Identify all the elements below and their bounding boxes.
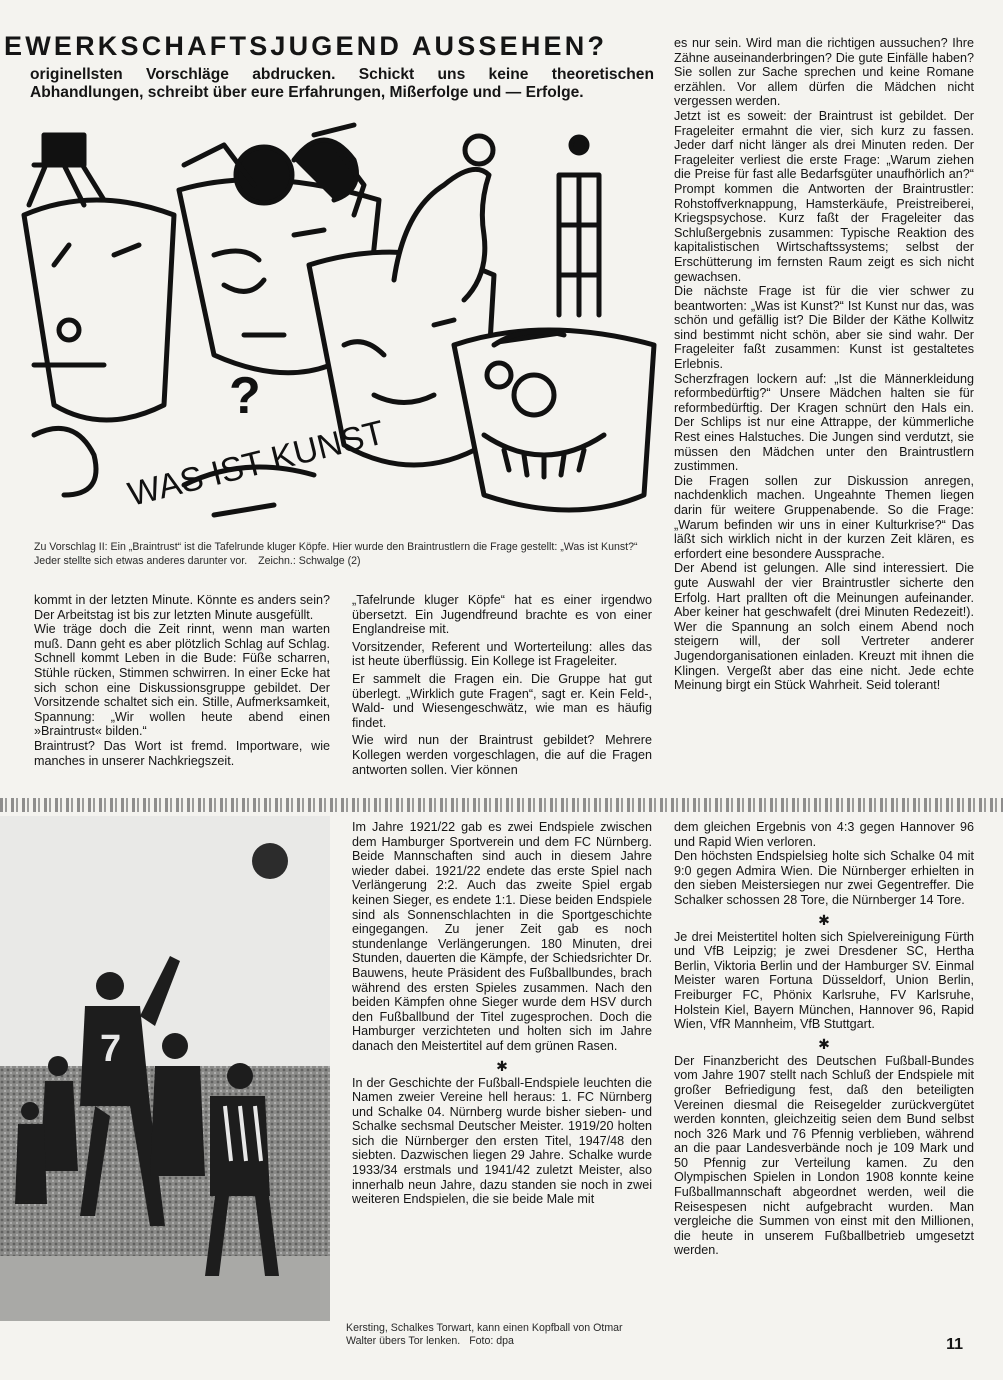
section-divider [0, 798, 1003, 812]
article-paragraph: Er sammelt die Fragen ein. Die Gruppe hat gut überlegt. „Wirklich gute Fragen“, sagt er. Kein Feld-, Wald- und Wiesengeschwätz, wie man es häufig findet. [352, 671, 652, 730]
photo-caption-block [346, 1322, 646, 1348]
article-paragraph: Jetzt ist es soweit: der Braintrust ist gebildet. Der Frageleiter ermahnt die vier, sich kurz zu fassen. Jeder darf nicht länger als drei Minuten reden. Der Frageleiter verliest die erste Frage: „Warum ziehen die Preise für fast alle Bedarfsgüter unaufhörlich an?“ Prompt kommen die Antworten der Braintrustler: Rohstoffverknappung, Hamsterkäufe, Preistreiberei, Kriegspsychose. Kurz faßt der Frageleiter das Schlußergebnis zusammen: Typische Reaktion des kapitalistischen Wirtschaftssystems; selbst der Erschütterung im fernsten Raum zeigt es sich nicht gewachsen. [674, 108, 974, 284]
article-column-2 [352, 593, 652, 777]
illustration-caption: Zu Vorschlag II: Ein „Braintrust“ ist die Tafelrunde kluger Köpfe. Hier wurde den Braintrustlern die Frage gestellt: „Was ist Kunst?“ Jeder stellte sich etwas anderes darunter vor. [34, 541, 638, 567]
page-number: 11 [946, 1336, 963, 1353]
article-paragraph: Vorsitzender, Referent und Worterteilung: alles das ist heute überflüssig. Ein Kollege ist Frageleiter. [352, 639, 652, 669]
article-paragraph: dem gleichen Ergebnis von 4:3 gegen Hannover 96 und Rapid Wien verloren. [674, 820, 974, 849]
braintrust-illustration [14, 105, 664, 535]
separator-star: ✱ [818, 1035, 830, 1052]
article-paragraph: Wie wird nun der Braintrust gebildet? Mehrere Kollegen werden vorgeschlagen, die auf die Fragen antworten sollen. Vier können [352, 733, 652, 777]
article-paragraph: „Tafelrunde kluger Köpfe“ hat es einer irgendwo übersetzt. Ein Jugendfreund brachte es von einer Englandreise mit. [352, 593, 652, 637]
article-paragraph: Den höchsten Endspielsieg holte sich Schalke 04 mit 9:0 gegen Admira Wien. Die Nürnberger erhielten in den sieben Meistersiegen nur zwei Gegentreffer. Die Schalker schossen 28 Tore, die Nürnberger 14 Tore. [674, 849, 974, 907]
article-paragraph: Der Finanzbericht des Deutschen Fußball-Bundes vom Jahre 1907 stellt nach Schluß der Endspiele mit großer Befriedigung fest, daß den beteiligten Vereinen diesmal die Reisegelder zurückvergütet werden konnten, gleichzeitig seien dem Bund selbst noch 326 Mark und 76 Pfennig verblieben, während an die paar Landesverbände noch je 109 Mark und 50 Pfennig zur Verteilung kamen. Zu den Olympischen Spielen in London 1908 konnte keine Fußballmannschaft abgeordnet werden, weil die Reisespesen nicht aufgebracht wurden. Man vergleiche die Summen von einst mit den Millionen, die heute in unserem Fußballbetrieb umgesetzt werden. [674, 1053, 974, 1258]
sport-column-1 [352, 820, 652, 1207]
article-column-1 [34, 593, 330, 768]
illustration-caption-block [34, 540, 652, 568]
article-paragraph: Die nächste Frage ist für die vier schwer zu beantworten: „Was ist Kunst?“ Ist Kunst nur das, was schön und gefällig ist? Die Bilder der Käthe Kollwitz sind bestimmt nicht schön, aber sie sind wahr. Der Frageleiter faßt zusammen: Kunst ist gestaltetes Erlebnis. [674, 284, 974, 372]
article-paragraph: Scherzfragen lockern auf: „Ist die Männerkleidung reformbedürftig?“ Unsere Mädchen halten sie für reformbedürftig. Der Kragen schnürt den Hals ein. Der Schlips ist nur eine Attrappe, der kümmerliche Rest eines Halstuches. Die Jungen sind verdutzt, sie müssen den Mädchen unter den Braintrustlern zustimmen. [674, 371, 974, 474]
article-paragraph: Wie träge doch die Zeit rinnt, wenn man warten muß. Dann geht es aber plötzlich Schlag auf Schlag. Schnell kommt Leben in die Bude: Füße scharren, Stühle rücken, Stimmen schwirren. In einer Ecke hat sich schon eine Diskussionsgruppe gebildet. Der Vorsitzende schaltet sich ein. Stille, Aufmerksamkeit, Spannung: „Wir wollen heute abend einen »Braintrust« bilden.“ [34, 622, 330, 739]
shirt-number: 7 [100, 1028, 122, 1070]
article-paragraph: Die Fragen sollen zur Diskussion anregen, nachdenklich machen. Ungeahnte Themen liegen darin für weitere Gruppenabende. So die Frage: „Warum befinden wir uns in einer Kulturkrise?“ Das läßt sich wirklich nicht in der kurzen Zeit klären, es erfordert eine besondere Aussprache. [674, 473, 974, 561]
article-paragraph: Im Jahre 1921/22 gab es zwei Endspiele zwischen dem Hamburger Sportverein und dem FC Nürnberg. Beide Mannschaften sind auch in diesem Jahre wieder dabei. 1921/22 endete das erste Spiel nach Verlängerung 2:2. Auch das zweite Spiel ergab keinen Sieger, es endete 1:1. Diese beiden Endspiele sind als Sonnenschlachten in die Sportgeschichte eingegangen. Zu jener Zeit gab es noch stundenlange Verlängerungen. 180 Minuten, drei Stunden, dauerten die Kämpfe, der Schiedsrichter Dr. Bauwens, heute Präsident des Fußballbundes, brach während des ersten Spieles zusammen. Nach den beiden Kämpfen ohne Sieger wurde dem HSV durch den Fußballbund der Titel zugesprochen. Doch die Hamburger verzichteten und holten sich im Jahre danach den Meistertitel auf dem grünen Rasen. [352, 820, 652, 1053]
article-paragraph: kommt in der letzten Minute. Könnte es anders sein? Der Arbeitstag ist bis zur letzten Minute ausgefüllt. [34, 593, 330, 622]
question-mark: ? [229, 367, 261, 425]
illustration-credit: Zeichn.: Schwalge (2) [258, 555, 361, 567]
article-paragraph: es nur sein. Wird man die richtigen aussuchen? Ihre Zähne auseinanderbringen? Die gute Einfälle haben? Sie sollen zur Sache sprechen und keine Romane erzählen. Vor allem dürfen die Mädchen nicht vergessen werden. [674, 36, 974, 109]
article-paragraph: Je drei Meistertitel holten sich Spielvereinigung Fürth und VfB Leipzig; je zwei Dresdener SC, Hertha Berlin, Viktoria Berlin und der Hamburger SV. Einmal Meister waren Fortuna Düsseldorf, Union Berlin, Freiburger FC, Phönix Karlsruhe, FV Karlsruhe, Holstein Kiel, Bayern München, Hannover 96, Rapid Wien, VfR Mannheim, VfB Stuttgart. [674, 929, 974, 1032]
football-photo [0, 816, 330, 1321]
separator-star: ✱ [496, 1057, 508, 1074]
sport-column-2 [674, 820, 974, 1258]
separator-star: ✱ [818, 911, 830, 928]
photo-caption: Kersting, Schalkes Torwart, kann einen Kopfball von Otmar Walter übers Tor lenken. [346, 1322, 623, 1347]
article-paragraph: Der Abend ist gelungen. Alle sind interessiert. Die gute Auswahl der vier Braintrustler sicherte den Erfolg. Hart prallten oft die Meinungen aufeinander. Aber keiner hat geschwafelt (drei Minuten Redezeit!). Wer die Spannung an solch einem Abend noch steigern will, der soll Vertreter anderer Jugendorganisationen einladen. Kreuzt mit ihnen die Klingen. Vergeßt aber das eine nicht. Jede echte Meinung birgt ein Stück Wahrheit. Seid tolerant! [674, 561, 974, 693]
photo-credit: Foto: dpa [469, 1335, 514, 1347]
illustration-lettering: WAS IST KUNST [124, 413, 389, 514]
article-paragraph: Braintrust? Das Wort ist fremd. Importware, wie manches in unserer Nachkriegszeit. [34, 738, 330, 768]
subline: originellsten Vorschläge abdrucken. Schickt uns keine theoretischen Abhandlungen, schreibt über eure Erfahrungen, Mißerfolge und — Erfolge. [30, 66, 654, 101]
article-column-3 [674, 36, 974, 693]
article-paragraph: In der Geschichte der Fußball-Endspiele leuchten die Namen zweier Vereine hell heraus: 1. FC Nürnberg und Schalke 04. Nürnberg wurde bisher sieben- und Schalke sechsmal Deutscher Meister. 1919/20 holten sich die Nürnberger den ersten Titel, 1947/48 den siebten. Dazwischen liegen 29 Jahre. Schalke wurde 1933/34 erstmals und 1941/42 zuletzt Meister, also innerhalb neun Jahre, dazu standen sie noch in zwei weiteren Endspielen, die sie beide Male mit [352, 1075, 652, 1207]
headline: EWERKSCHAFTSJUGEND AUSSEHEN? [4, 31, 608, 61]
